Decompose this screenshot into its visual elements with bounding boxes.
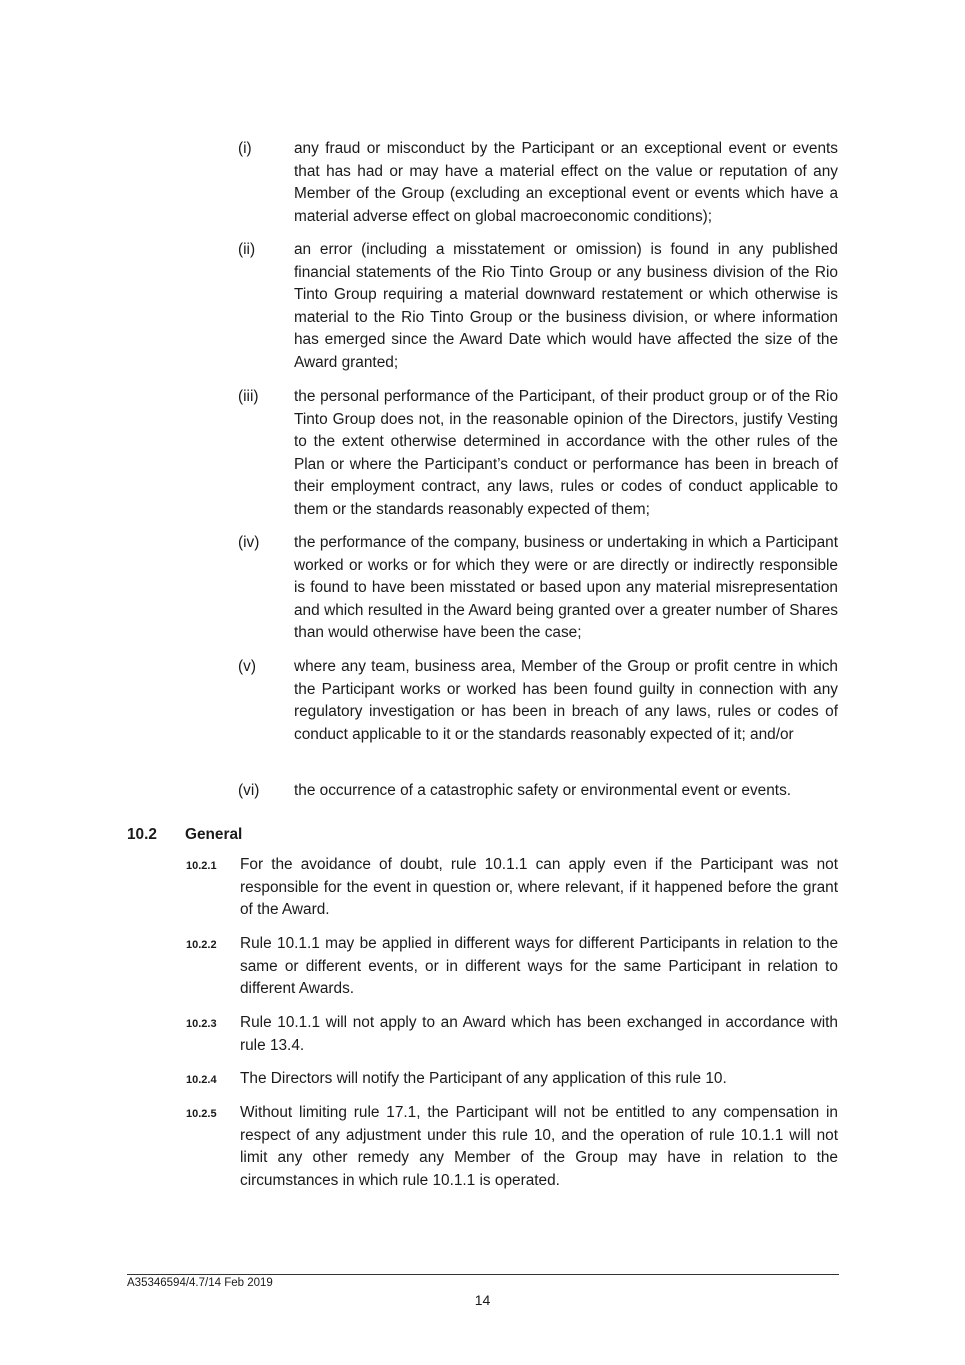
sub-item-text: the personal performance of the Participant, of their product group or of the Rio Tinto Group does not, in the reasonable opinion of the Directors, justify Vesting to the extent otherwise determined in accordance with the other rules of the Plan or where the Participant’s conduct or performance has been in breach of their employment contract, any laws, rules or codes of conduct applicable to them or the standards reasonably expected of them; <box>294 388 838 518</box>
sub-item-number: (v) <box>238 658 256 675</box>
sub-item-text: the performance of the company, business or undertaking in which a Participant worked or works or for which they were or are directly or indirectly responsible is found to have been misstated or based upon any material misrepresentation and which resulted in the Award being granted over a greater number of Shares than would otherwise have been the case; <box>294 534 838 642</box>
footer-divider <box>127 1274 839 1275</box>
rule-number: 10.2.5 <box>186 1108 217 1120</box>
sub-item-text: an error (including a misstatement or omission) is found in any published financial statements of the Rio Tinto Group or any business division of the Rio Tinto Group requiring a material downward restatement or which otherwise is material to the Rio Tinto Group or the business division, or where information has emerged since the Award Date which would have affected the size of the Award granted; <box>294 241 838 371</box>
rule-text: Rule 10.1.1 may be applied in different ways for different Participants in relation to the same or different events, or in different ways for the same Participant in relation to different Awards. <box>240 935 838 998</box>
sub-item-number: (iii) <box>238 388 259 405</box>
section-number: 10.2 <box>127 826 157 843</box>
sub-item-text: any fraud or misconduct by the Participant or an exceptional event or events that has had or may have a material effect on the value or reputation of any Member of the Group (excluding an exceptional event or events which have a material adverse effect on global macroeconomic conditions); <box>294 140 838 225</box>
page-number: 14 <box>474 1292 491 1308</box>
rule-text: Without limiting rule 17.1, the Participant will not be entitled to any compensation in respect of any adjustment under this rule 10, and the operation of rule 10.1.1 will not limit any other remedy any Member of the Group may have in relation to the circumstances in which rule 10.1.1 is operated. <box>240 1104 838 1189</box>
rule-number: 10.2.4 <box>186 1074 217 1086</box>
sub-item-number: (i) <box>238 140 252 157</box>
rule-text: The Directors will notify the Participant of any application of this rule 10. <box>240 1070 727 1087</box>
sub-item-text: the occurrence of a catastrophic safety or environmental event or events. <box>294 782 792 799</box>
sub-item-number: (iv) <box>238 534 260 551</box>
sub-item-text: where any team, business area, Member of the Group or profit centre in which the Participant works or worked has been found guilty in connection with any regulatory investigation or has been in breach of any laws, rules or codes of conduct applicable to it or the standards reasonably expected of it; and/or <box>294 658 838 743</box>
rule-number: 10.2.1 <box>186 860 217 872</box>
rule-number: 10.2.2 <box>186 939 217 951</box>
sub-item-number: (vi) <box>238 782 260 799</box>
rule-text: For the avoidance of doubt, rule 10.1.1 can apply even if the Participant was not responsible for the event in question or, where relevant, if it happened before the grant of the Award. <box>240 856 838 919</box>
footer-document-reference: A35346594/4.7/14 Feb 2019 <box>127 1277 273 1289</box>
rule-number: 10.2.3 <box>186 1018 217 1030</box>
sub-item-number: (ii) <box>238 241 256 258</box>
rule-text: Rule 10.1.1 will not apply to an Award which has been exchanged in accordance with rule 13.4. <box>240 1014 838 1054</box>
section-heading <box>127 824 242 846</box>
section-title: General <box>185 826 243 843</box>
